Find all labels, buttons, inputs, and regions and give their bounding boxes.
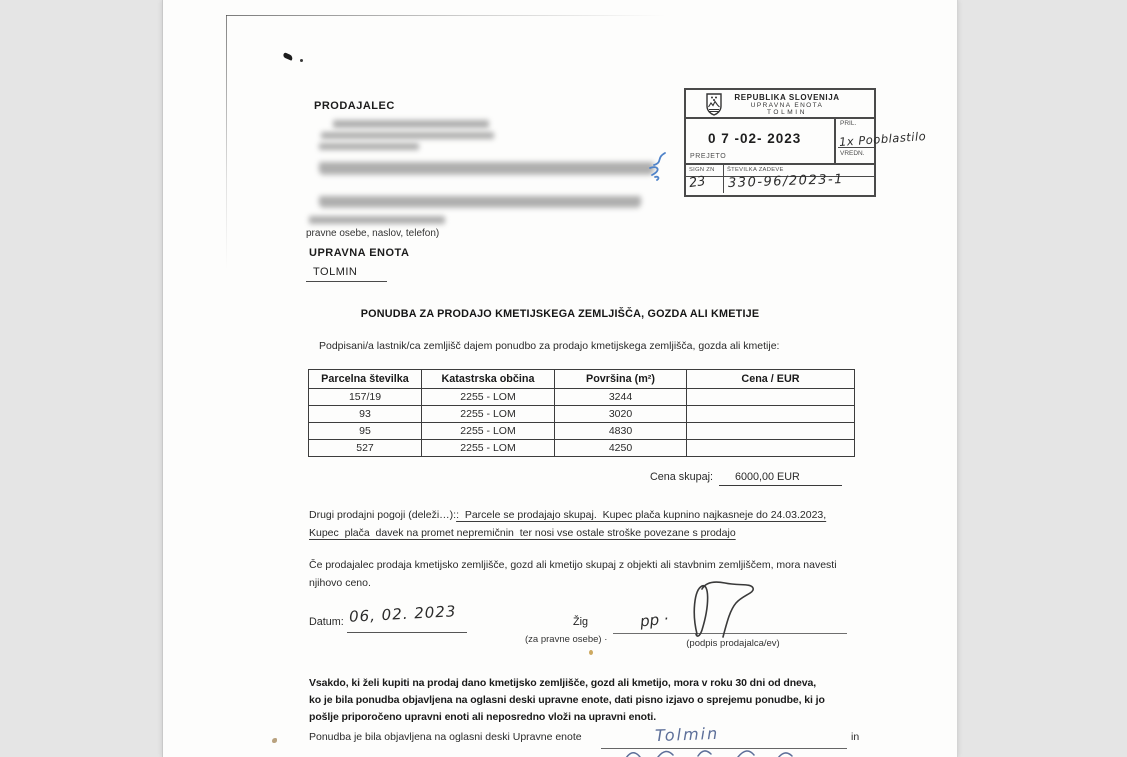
col-header-area: Površina (m²)	[555, 370, 687, 389]
table-row	[309, 423, 855, 440]
cell-parcel: 527	[309, 440, 422, 457]
total-price-label: Cena skupaj:	[650, 471, 714, 483]
total-price	[650, 471, 842, 483]
publication-underline	[601, 748, 847, 749]
signature-note: (podpis prodajalca/ev)	[686, 638, 780, 649]
legal-notice-line-1: Vsakdo, ki želi kupiti na prodaj dano kmetijsko zemljišče, gozd ali kmetijo, mora v roku 30 dni od dneva,	[309, 677, 817, 689]
table-header-row	[309, 370, 855, 389]
handwritten-sign-number: 23	[688, 173, 707, 192]
redacted-seller-address	[321, 132, 494, 139]
parcels-table	[308, 369, 855, 457]
legal-notice-line-3: pošlje priporočeno upravni enoti ali neposredno vloži na upravni enoti.	[309, 711, 657, 723]
handwritten-initials: pp ·	[639, 609, 670, 631]
handwritten-attachments: 1x Pooblastilo	[838, 128, 927, 150]
handwritten-publication-unit: Tolmin	[654, 723, 720, 746]
scanned-document-page	[162, 0, 958, 757]
publication-suffix: in	[851, 731, 860, 743]
table-row	[309, 389, 855, 406]
redacted-seller-note	[309, 216, 445, 224]
handwritten-signature	[683, 580, 781, 640]
buildings-note-line-1: Če prodajalec prodaja kmetijsko zemljišče, gozd ali kmetijo skupaj z objekti ali stavbnim zemljiščem, mora navesti	[309, 559, 837, 571]
scan-artifact-yellow-dot	[589, 650, 593, 655]
cell-municipality: 2255 - LOM	[422, 406, 555, 423]
cell-parcel: 157/19	[309, 389, 422, 406]
stamp-city: TOLMIN	[766, 109, 808, 116]
stamp-sign-label: SIGN ZN	[689, 167, 715, 173]
admin-unit-value: TOLMIN	[306, 266, 387, 282]
scan-artifact-stain	[272, 738, 277, 743]
date-underline	[347, 632, 467, 633]
stamp-case-label: ŠTEVILKA ZADEVE	[727, 167, 784, 173]
stamp-attachments-label: PRIL.	[840, 120, 857, 127]
blue-pen-mark	[641, 150, 673, 184]
seal-label: Žig	[573, 616, 588, 628]
handwritten-date: 06, 02. 2023	[348, 602, 457, 626]
cell-municipality: 2255 - LOM	[422, 389, 555, 406]
stamp-received-cell	[686, 119, 836, 163]
legal-notice-line-2: ko je bila ponudba objavljena na oglasni deski upravne enote, dati pisno izjavo o sprejemu ponudbe, ki jo	[309, 694, 825, 706]
other-conditions-label: Drugi prodajni pogoji (deleži…):	[309, 509, 457, 521]
cell-municipality: 2255 - LOM	[422, 440, 555, 457]
other-conditions-line-2	[309, 524, 826, 542]
cell-price	[687, 440, 855, 457]
cell-price	[687, 389, 855, 406]
clipped-handwriting-bottom	[618, 750, 848, 757]
cell-parcel: 95	[309, 423, 422, 440]
cell-area: 3020	[555, 406, 687, 423]
scan-border-left	[226, 15, 227, 270]
redacted-seller-line-2	[319, 196, 641, 206]
seal-note: (za pravne osebe) ·	[525, 634, 608, 645]
receipt-stamp	[684, 88, 927, 197]
col-header-parcel-number: Parcelna številka	[309, 370, 422, 389]
stamp-office: UPRAVNA ENOTA	[750, 102, 824, 109]
stamp-case-value-row	[686, 171, 874, 193]
stamp-column-divider-2	[723, 177, 724, 193]
cell-price	[687, 423, 855, 440]
redacted-seller-line	[319, 162, 654, 173]
redacted-seller-address-2	[319, 143, 419, 150]
other-conditions-text-2: Kupec plača davek na promet nepremičnin ter nosi vse ostale stroške povezane s prodajo	[309, 527, 736, 539]
other-conditions-text-1: : Parcele se prodajajo skupaj. Kupec plača kupnino najkasneje do 24.03.2023,	[456, 509, 827, 521]
scan-artifact-speck	[282, 52, 293, 61]
admin-unit-label: UPRAVNA ENOTA	[309, 247, 410, 259]
seller-form-note: pravne osebe, naslov, telefon)	[306, 228, 440, 239]
table-row	[309, 440, 855, 457]
stamp-column-divider	[723, 165, 724, 176]
col-header-price: Cena / EUR	[687, 370, 855, 389]
cell-municipality: 2255 - LOM	[422, 423, 555, 440]
total-price-value: 6000,00 EUR	[719, 471, 842, 486]
stamp-header	[686, 90, 874, 119]
cell-area: 3244	[555, 389, 687, 406]
table-row	[309, 406, 855, 423]
col-header-cadastral-municipality: Katastrska občina	[422, 370, 555, 389]
cell-area: 4250	[555, 440, 687, 457]
cell-price	[687, 406, 855, 423]
other-conditions	[309, 506, 826, 542]
scan-artifact-dot	[300, 59, 303, 62]
cell-area: 4830	[555, 423, 687, 440]
document-title: PONUDBA ZA PRODAJO KMETIJSKEGA ZEMLJIŠČA, GOZDA ALI KMETIJE	[360, 308, 760, 320]
intro-sentence: Podpisani/a lastnik/ca zemljišč dajem ponudbo za prodajo kmetijskega zemljišča, gozda ali kmetije:	[319, 340, 780, 352]
date-label: Datum:	[309, 616, 344, 628]
stamp-received-date: 0 7 -02- 2023	[708, 131, 802, 146]
handwritten-case-number: 330-96/2023-1	[727, 171, 845, 192]
scan-border-top	[226, 15, 666, 16]
redacted-seller-name	[333, 120, 489, 128]
publication-prefix: Ponudba je bila objavljena na oglasni deski Upravne enote	[309, 731, 582, 743]
slovenia-coat-of-arms-icon	[705, 93, 723, 116]
stamp-received-label: PREJETO	[690, 153, 727, 160]
stamp-country: REPUBLIKA SLOVENIJA	[734, 93, 840, 102]
stamp-value-label: VREDN.	[840, 150, 865, 157]
other-conditions-line-1	[309, 506, 826, 524]
legal-notice	[309, 675, 825, 726]
buildings-note-line-2: njihovo ceno.	[309, 577, 371, 589]
seller-heading: PRODAJALEC	[314, 100, 395, 112]
cell-parcel: 93	[309, 406, 422, 423]
